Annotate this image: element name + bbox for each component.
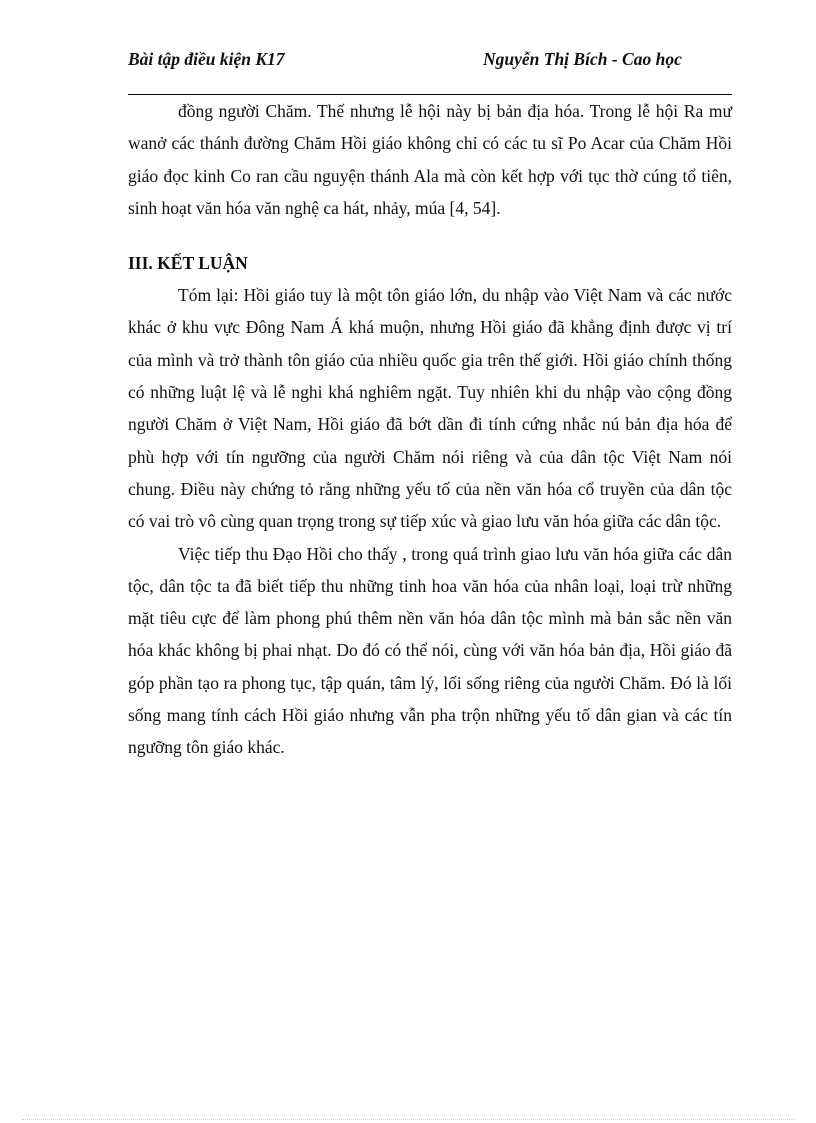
document-body bbox=[128, 95, 732, 764]
paragraph-summary: Tóm lại: Hồi giáo tuy là một tôn giáo lớn, du nhập vào Việt Nam và các nước khác ở khu vực Đông Nam Á khá muộn, nhưng Hồi giáo đã khẳng định được vị trí của mình và trở thành tôn giáo của nhiều quốc gia trên thế giới. Hồi giáo chính thống có những luật lệ và lễ nghi khá nghiêm ngặt. Tuy nhiên khi du nhập vào cộng đồng người Chăm ở Việt Nam, Hồi giáo đã bớt dần đi tính cứng nhắc nú bản địa hóa để phù hợp với tín ngưỡng của người Chăm nói riêng và của dân tộc Việt Nam nói chung. Điều này chứng tỏ rằng những yếu tố của nền văn hóa cổ truyền của dân tộc có vai trò vô cùng quan trọng trong sự tiếp xúc và giao lưu văn hóa giữa các dân tộc. bbox=[128, 285, 732, 532]
header-course-title: Bài tập điều kiện K17 bbox=[128, 49, 285, 69]
page-header bbox=[128, 48, 732, 95]
paragraph-closing: Việc tiếp thu Đạo Hồi cho thấy , trong quá trình giao lưu văn hóa giữa các dân tộc, dân tộc ta đã biết tiếp thu những tinh hoa văn hóa của nhân loại, loại trừ những mặt tiêu cực để làm phong phú thêm nền văn hóa dân tộc mình mà bản sắc nền văn hóa khác không bị phai nhạt. Do đó có thể nói, cùng với văn hóa bản địa, Hồi giáo đã góp phần tạo ra phong tục, tập quán, tâm lý, lối sống riêng của người Chăm. Đó là lối sống mang tính cách Hồi giáo nhưng vẫn pha trộn những yếu tố dân gian và các tín ngưỡng tôn giáo khác. bbox=[128, 543, 732, 758]
page-bottom-divider bbox=[22, 1119, 794, 1120]
paragraph-continued: đồng người Chăm. Thế nhưng lễ hội này bị bản địa hóa. Trong lễ hội Ra mư wanở các thánh đường Chăm Hồi giáo không chỉ có các tu sĩ Po Acar của Chăm Hồi giáo đọc kinh Co ran cầu nguyện thánh Ala mà còn kết hợp với tục thờ cúng tổ tiên, sinh hoạt văn hóa văn nghệ ca hát, nhảy, múa [4, 54]. bbox=[128, 101, 732, 218]
section-heading-conclusion: III. KẾT LUẬN bbox=[128, 253, 248, 274]
header-author: Nguyễn Thị Bích - Cao học bbox=[483, 49, 682, 69]
